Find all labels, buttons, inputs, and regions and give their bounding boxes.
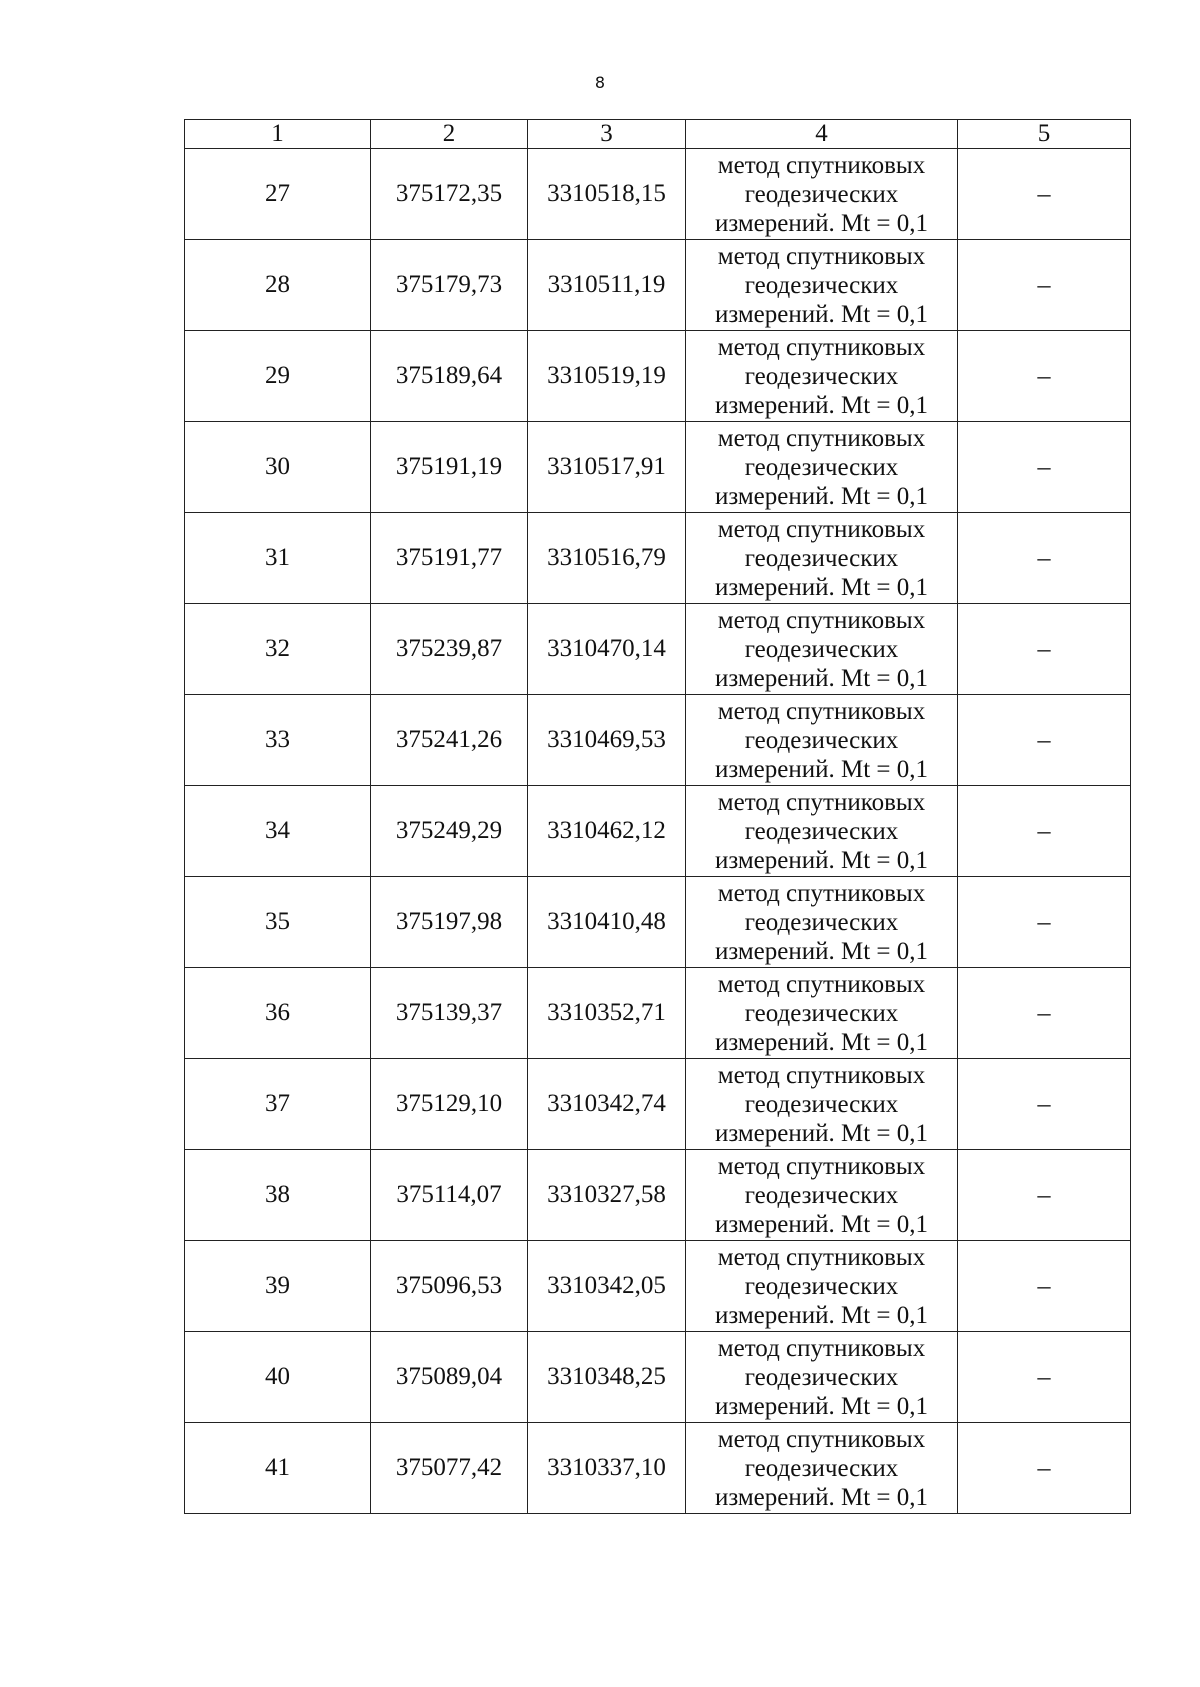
table-row	[185, 695, 1131, 786]
method-line: геодезических	[744, 1181, 899, 1209]
table-row	[185, 1059, 1131, 1150]
note-cell: –	[958, 695, 1131, 786]
point-number-cell: 40	[185, 1332, 371, 1423]
column-header: 2	[371, 120, 528, 149]
y-coordinate-cell: 3310342,74	[528, 1059, 686, 1150]
method-line: метод спутниковых	[717, 697, 926, 725]
method-cell	[686, 240, 958, 331]
note-cell: –	[958, 877, 1131, 968]
method-cell	[686, 968, 958, 1059]
x-coordinate-cell: 375096,53	[371, 1241, 528, 1332]
method-line: метод спутниковых	[717, 424, 926, 452]
x-coordinate-cell: 375239,87	[371, 604, 528, 695]
point-number-cell: 30	[185, 422, 371, 513]
method-line: измерений. Mt = 0,1	[714, 300, 929, 328]
y-coordinate-cell: 3310410,48	[528, 877, 686, 968]
method-line: геодезических	[744, 453, 899, 481]
y-coordinate-cell: 3310517,91	[528, 422, 686, 513]
method-line: измерений. Mt = 0,1	[714, 1392, 929, 1420]
x-coordinate-cell: 375197,98	[371, 877, 528, 968]
method-line: измерений. Mt = 0,1	[714, 937, 929, 965]
method-cell	[686, 1423, 958, 1514]
method-line: геодезических	[744, 271, 899, 299]
note-cell: –	[958, 513, 1131, 604]
method-cell	[686, 877, 958, 968]
x-coordinate-cell: 375139,37	[371, 968, 528, 1059]
method-line: геодезических	[744, 1090, 899, 1118]
method-line: метод спутниковых	[717, 1425, 926, 1453]
method-cell	[686, 331, 958, 422]
y-coordinate-cell: 3310352,71	[528, 968, 686, 1059]
method-cell	[686, 786, 958, 877]
method-line: геодезических	[744, 1363, 899, 1391]
x-coordinate-cell: 375241,26	[371, 695, 528, 786]
column-header: 4	[686, 120, 958, 149]
method-line: измерений. Mt = 0,1	[714, 482, 929, 510]
table-body	[185, 149, 1131, 1514]
method-line: геодезических	[744, 544, 899, 572]
point-number-cell: 33	[185, 695, 371, 786]
method-line: измерений. Mt = 0,1	[714, 1210, 929, 1238]
method-line: метод спутниковых	[717, 515, 926, 543]
column-header: 3	[528, 120, 686, 149]
x-coordinate-cell: 375191,77	[371, 513, 528, 604]
point-number-cell: 28	[185, 240, 371, 331]
note-cell: –	[958, 422, 1131, 513]
note-cell: –	[958, 1059, 1131, 1150]
method-line: измерений. Mt = 0,1	[714, 391, 929, 419]
method-line: геодезических	[744, 180, 899, 208]
point-number-cell: 36	[185, 968, 371, 1059]
table-row	[185, 240, 1131, 331]
method-line: метод спутниковых	[717, 1061, 926, 1089]
point-number-cell: 29	[185, 331, 371, 422]
point-number-cell: 39	[185, 1241, 371, 1332]
x-coordinate-cell: 375129,10	[371, 1059, 528, 1150]
column-header: 5	[958, 120, 1131, 149]
x-coordinate-cell: 375114,07	[371, 1150, 528, 1241]
point-number-cell: 31	[185, 513, 371, 604]
table-row	[185, 1423, 1131, 1514]
table-row	[185, 877, 1131, 968]
table-row	[185, 1241, 1131, 1332]
note-cell: –	[958, 240, 1131, 331]
y-coordinate-cell: 3310469,53	[528, 695, 686, 786]
header-row	[185, 120, 1131, 149]
method-cell	[686, 1332, 958, 1423]
method-cell	[686, 1150, 958, 1241]
method-line: метод спутниковых	[717, 1334, 926, 1362]
method-cell	[686, 695, 958, 786]
note-cell: –	[958, 1241, 1131, 1332]
table-row	[185, 149, 1131, 240]
y-coordinate-cell: 3310518,15	[528, 149, 686, 240]
note-cell: –	[958, 604, 1131, 695]
table-row	[185, 422, 1131, 513]
x-coordinate-cell: 375172,35	[371, 149, 528, 240]
point-number-cell: 37	[185, 1059, 371, 1150]
table-row	[185, 604, 1131, 695]
point-number-cell: 34	[185, 786, 371, 877]
method-line: метод спутниковых	[717, 1243, 926, 1271]
method-line: метод спутниковых	[717, 333, 926, 361]
table-row	[185, 786, 1131, 877]
method-line: метод спутниковых	[717, 242, 926, 270]
table-row	[185, 331, 1131, 422]
method-line: геодезических	[744, 817, 899, 845]
method-cell	[686, 513, 958, 604]
method-line: геодезических	[744, 1272, 899, 1300]
x-coordinate-cell: 375191,19	[371, 422, 528, 513]
method-line: метод спутниковых	[717, 879, 926, 907]
point-number-cell: 38	[185, 1150, 371, 1241]
method-line: метод спутниковых	[717, 788, 926, 816]
point-number-cell: 32	[185, 604, 371, 695]
x-coordinate-cell: 375189,64	[371, 331, 528, 422]
note-cell: –	[958, 1150, 1131, 1241]
x-coordinate-cell: 375179,73	[371, 240, 528, 331]
method-line: геодезических	[744, 908, 899, 936]
y-coordinate-cell: 3310337,10	[528, 1423, 686, 1514]
note-cell: –	[958, 331, 1131, 422]
note-cell: –	[958, 968, 1131, 1059]
point-number-cell: 35	[185, 877, 371, 968]
method-cell	[686, 149, 958, 240]
note-cell: –	[958, 149, 1131, 240]
method-line: метод спутниковых	[717, 151, 926, 179]
method-line: метод спутниковых	[717, 970, 926, 998]
method-line: измерений. Mt = 0,1	[714, 1119, 929, 1147]
table-row	[185, 1332, 1131, 1423]
x-coordinate-cell: 375089,04	[371, 1332, 528, 1423]
method-cell	[686, 1059, 958, 1150]
note-cell: –	[958, 1332, 1131, 1423]
page-number: 8	[594, 73, 606, 92]
method-line: геодезических	[744, 726, 899, 754]
method-line: геодезических	[744, 999, 899, 1027]
note-cell: –	[958, 786, 1131, 877]
method-line: измерений. Mt = 0,1	[714, 846, 929, 874]
table-row	[185, 1150, 1131, 1241]
method-line: измерений. Mt = 0,1	[714, 1301, 929, 1329]
y-coordinate-cell: 3310519,19	[528, 331, 686, 422]
y-coordinate-cell: 3310348,25	[528, 1332, 686, 1423]
table-row	[185, 968, 1131, 1059]
note-cell: –	[958, 1423, 1131, 1514]
y-coordinate-cell: 3310342,05	[528, 1241, 686, 1332]
method-line: геодезических	[744, 362, 899, 390]
method-line: метод спутниковых	[717, 606, 926, 634]
y-coordinate-cell: 3310327,58	[528, 1150, 686, 1241]
method-line: измерений. Mt = 0,1	[714, 209, 929, 237]
method-line: измерений. Mt = 0,1	[714, 573, 929, 601]
table-header	[185, 120, 1131, 149]
column-header: 1	[185, 120, 371, 149]
x-coordinate-cell: 375077,42	[371, 1423, 528, 1514]
y-coordinate-cell: 3310516,79	[528, 513, 686, 604]
coordinates-table	[184, 119, 1131, 1514]
table-row	[185, 513, 1131, 604]
x-coordinate-cell: 375249,29	[371, 786, 528, 877]
point-number-cell: 27	[185, 149, 371, 240]
y-coordinate-cell: 3310511,19	[528, 240, 686, 331]
method-line: измерений. Mt = 0,1	[714, 755, 929, 783]
method-line: метод спутниковых	[717, 1152, 926, 1180]
method-cell	[686, 604, 958, 695]
method-line: измерений. Mt = 0,1	[714, 664, 929, 692]
method-cell	[686, 422, 958, 513]
y-coordinate-cell: 3310462,12	[528, 786, 686, 877]
method-line: геодезических	[744, 1454, 899, 1482]
y-coordinate-cell: 3310470,14	[528, 604, 686, 695]
method-line: измерений. Mt = 0,1	[714, 1028, 929, 1056]
point-number-cell: 41	[185, 1423, 371, 1514]
method-line: измерений. Mt = 0,1	[714, 1483, 929, 1511]
method-cell	[686, 1241, 958, 1332]
method-line: геодезических	[744, 635, 899, 663]
